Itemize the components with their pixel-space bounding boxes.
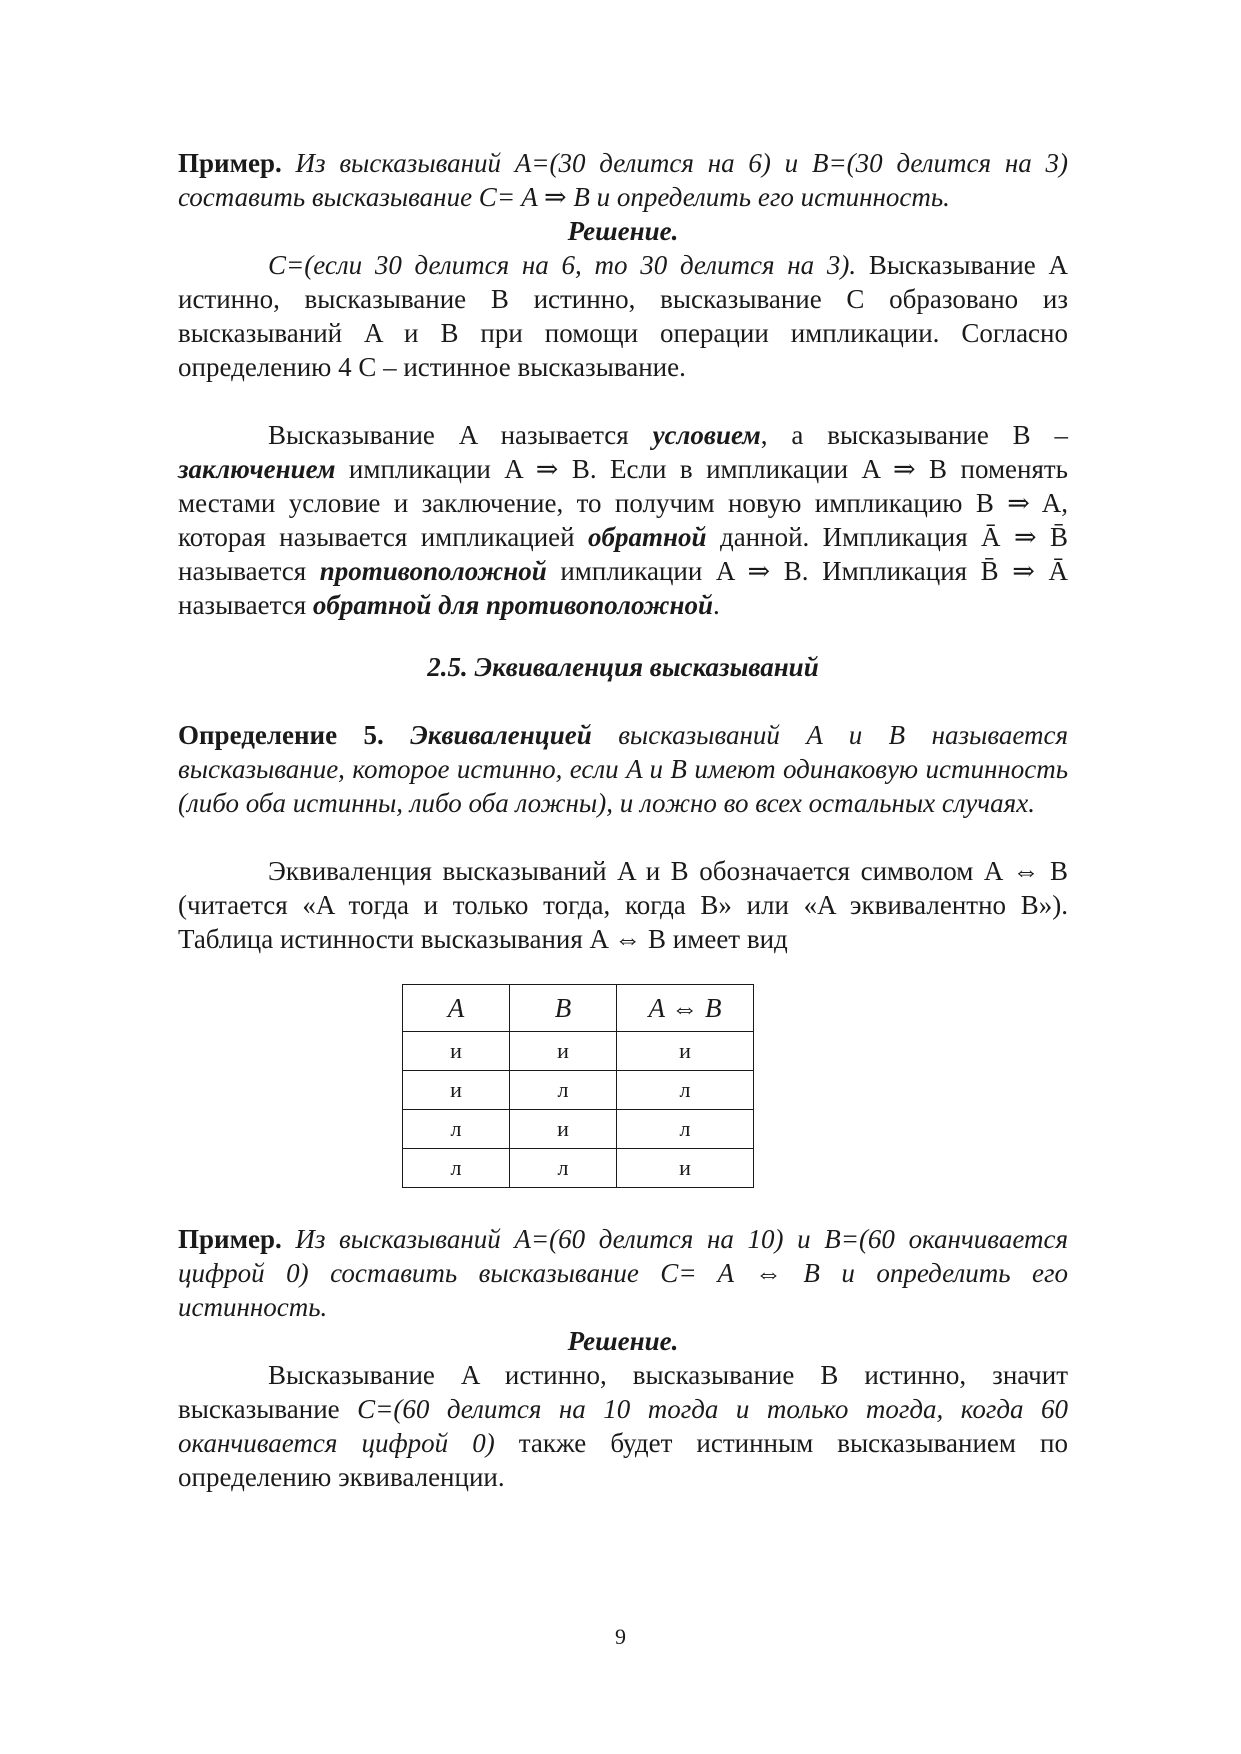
- example-2-label: Пример.: [178, 1224, 282, 1254]
- header-b: B: [510, 985, 617, 1032]
- solution-1-text: Высказывание A истинно, высказывание B истинно, высказывание C образовано из высказываний A и B при помощи операции импликации. Согласно определению 4 C – истинное высказывание.: [178, 250, 1068, 382]
- table-cell: л: [403, 1149, 510, 1188]
- table-cell: л: [510, 1149, 617, 1188]
- solution-1-heading: Решение.: [567, 216, 679, 246]
- table-cell: и: [510, 1032, 617, 1071]
- truth-table-header: [403, 985, 754, 1032]
- page-number: 9: [615, 1624, 626, 1649]
- example-1-label: Пример.: [178, 148, 282, 178]
- definition-5: [178, 718, 1068, 820]
- term-inverse: обратной: [588, 522, 707, 552]
- header-a-equiv-b: A ⇔ B: [617, 985, 754, 1032]
- solution-2-formula: C=(60 делится на 10 тогда и только тогда, когда 60 оканчивается цифрой 0): [178, 1394, 1069, 1458]
- example-1-text: Из высказываний A=(30 делится на 6) и B=(30 делится на 3) составить высказывание C= A ⇒ B и определить его истинность.: [178, 148, 1069, 212]
- term-condition: условием: [652, 420, 761, 450]
- table-cell: и: [510, 1110, 617, 1149]
- solution-2-body: Высказывание A истинно, высказывание B истинно, значит высказывание C=(60 делится на 10 тогда и только тогда, когда 60 оканчивается цифрой 0) также будет истинным высказыванием по определению эквиваленции.: [178, 1360, 1069, 1492]
- term-conclusion: заключением: [178, 454, 336, 484]
- equivalence-intro: Эквиваленция высказываний A и B обозначается символом A ⇔ B (читается «A тогда и только тогда, когда B» или «A эквивалентно B»). Таблица истинности высказывания A ⇔ B имеет вид: [178, 856, 1068, 954]
- page-content: [178, 146, 1068, 1494]
- table-cell: и: [617, 1032, 754, 1071]
- term-opposite: противоположной: [319, 556, 547, 586]
- table-cell: л: [617, 1110, 754, 1149]
- section-title: 2.5. Эквиваленция высказываний: [427, 652, 819, 682]
- table-cell: л: [617, 1071, 754, 1110]
- table-cell: л: [510, 1071, 617, 1110]
- solution-1-body: [178, 248, 1068, 384]
- solution-2-heading: Решение.: [567, 1326, 679, 1356]
- table-cell: и: [403, 1071, 510, 1110]
- table-row: [403, 1149, 754, 1188]
- table-row: [403, 1071, 754, 1110]
- example-1: [178, 146, 1068, 214]
- definition-5-label: Определение 5.: [178, 720, 384, 750]
- table-cell: и: [617, 1149, 754, 1188]
- table-cell: и: [403, 1032, 510, 1071]
- table-row: [403, 1032, 754, 1071]
- truth-table: [402, 984, 754, 1188]
- definition-5-term: Эквиваленцией: [410, 720, 592, 750]
- example-2: [178, 1222, 1068, 1324]
- header-a: A: [403, 985, 510, 1032]
- term-inverse-opposite: обратной для противоположной: [312, 590, 714, 620]
- table-row: [403, 1110, 754, 1149]
- implication-paragraph: Высказывание A называется условием, а высказывание B – заключением импликации A ⇒ B. Если в импликации A ⇒ B поменять местами условие и заключение, то получим новую импликацию B ⇒ A, которая называется импликацией обратной данной. Импликация Ā ⇒ B̄ называется противоположной импликации A ⇒ B. Импликация B̄ ⇒ Ā называется обратной для противоположной.: [178, 420, 1069, 620]
- table-cell: л: [403, 1110, 510, 1149]
- example-2-text: Из высказываний A=(60 делится на 10) и B=(60 оканчивается цифрой 0) составить высказывание C= A ⇔ B и определить его истинность.: [178, 1224, 1068, 1322]
- solution-1-formula: C=(если 30 делится на 6, то 30 делится на 3).: [268, 250, 857, 280]
- definition-5-text: высказываний A и B называется высказывание, которое истинно, если A и B имеют одинаковую истинность (либо оба истинны, либо оба ложны), и ложно во всех остальных случаях.: [178, 720, 1069, 818]
